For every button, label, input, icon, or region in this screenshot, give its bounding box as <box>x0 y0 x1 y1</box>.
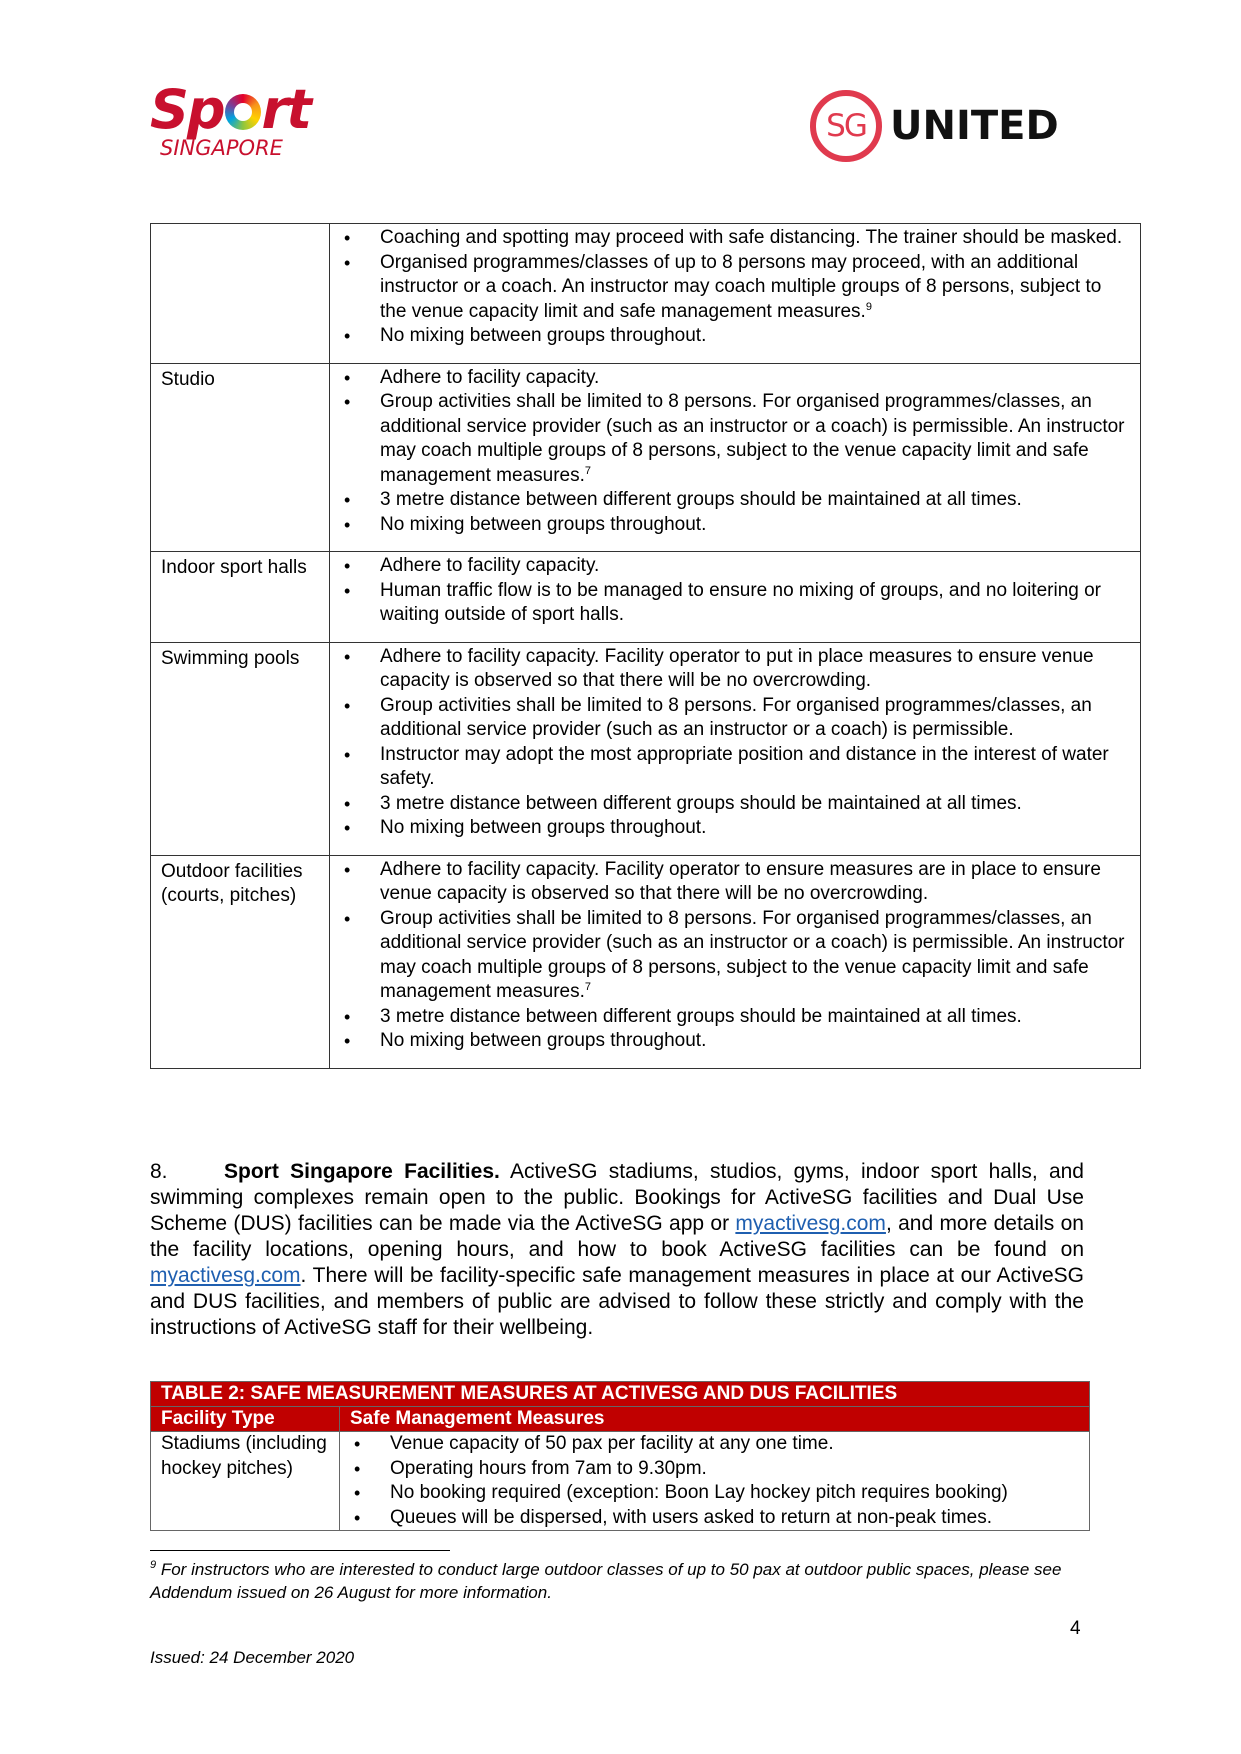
measures-cell <box>330 552 1141 643</box>
table-row <box>151 1432 1090 1531</box>
sport-word-part2: rt <box>261 78 310 141</box>
table-row <box>151 224 1141 364</box>
col-header-measures: Safe Management Measures <box>340 1407 1090 1432</box>
measures-list <box>340 1432 1079 1530</box>
measures-list <box>330 858 1130 1054</box>
measure-text: No mixing between groups throughout. <box>380 513 707 535</box>
table-row <box>151 642 1141 855</box>
measure-text: Coaching and spotting may proceed with safe distancing. The trainer should be masked. <box>380 227 1123 248</box>
measure-text: Adhere to facility capacity. <box>380 366 600 388</box>
list-item <box>330 858 1130 907</box>
measures-list <box>330 554 1130 628</box>
measures-cell <box>330 855 1141 1068</box>
sport-subtitle: SINGAPORE <box>160 136 283 160</box>
sg-badge-icon: SG <box>810 90 882 162</box>
measures-cell <box>330 642 1141 855</box>
facility-cell: Swimming pools <box>151 642 330 855</box>
measure-text: Adhere to facility capacity. Facility operator to ensure measures are in place to ensure venue capacity is observed so that there will be no overcrowding. <box>380 858 1101 904</box>
list-item <box>330 513 1130 538</box>
table2-title: TABLE 2: SAFE MEASUREMENT MEASURES AT ACTIVESG AND DUS FACILITIES <box>151 1382 1090 1407</box>
section-8-paragraph <box>150 1159 1084 1341</box>
list-item <box>330 816 1130 841</box>
facility-cell: Indoor sport halls <box>151 552 330 643</box>
list-item: • Queues will be dispersed, with users asked to return at non-peak times. <box>340 1506 1079 1531</box>
measure-text: No mixing between groups throughout. <box>380 1030 707 1051</box>
section-number: 8. <box>150 1160 168 1183</box>
list-item <box>330 907 1130 1005</box>
list-item <box>330 694 1130 743</box>
measure-text: Human traffic flow is to be managed to ensure no mixing of groups, and no loitering or waiting outside of sport halls. <box>380 579 1101 625</box>
list-item <box>330 366 1130 391</box>
sport-wordmark <box>150 80 340 140</box>
sport-ring-icon <box>225 94 261 130</box>
list-item <box>330 488 1130 513</box>
footnote-ref: 9 <box>865 300 872 313</box>
measure-text: No mixing between groups throughout. <box>380 817 707 838</box>
list-item <box>330 792 1130 817</box>
footnote-text: For instructors who are interested to conduct large outdoor classes of up to 50 pax at outdoor public spaces, please see Addendum issued on 26 August for more information. <box>150 1560 1062 1602</box>
list-item: • Venue capacity of 50 pax per facility at any one time. <box>340 1432 1079 1457</box>
list-item <box>330 1029 1130 1054</box>
issued-date: Issued: 24 December 2020 <box>150 1648 355 1667</box>
measure-text: 3 metre distance between different groups should be maintained at all times. <box>380 489 1022 510</box>
footnote-ref: 7 <box>584 464 592 477</box>
measure-text: Adhere to facility capacity. Facility operator to put in place measures to ensure venue capacity is observed so that there will be no overcrowding. <box>380 645 1094 691</box>
sg-united-logo <box>810 88 1090 164</box>
facility-measures-table <box>150 223 1141 1069</box>
paragraph-text: . There will be facility-specific safe management measures in place at our ActiveSG and DUS facilities, and members of public are advised to follow these strictly and comply with the instructions of ActiveSG staff for their wellbeing. <box>150 1264 1084 1339</box>
footnote-marker: 9 <box>150 1559 157 1571</box>
measures-list <box>330 366 1130 538</box>
sg-united-text: UNITED <box>890 103 1059 149</box>
list-item: • No booking required (exception: Boon Lay hockey pitch requires booking) <box>340 1481 1079 1506</box>
list-item <box>330 645 1130 694</box>
myactivesg-link[interactable]: myactivesg.com <box>735 1212 886 1235</box>
list-item <box>330 743 1130 792</box>
footnote-divider <box>150 1550 450 1551</box>
sport-singapore-logo <box>150 80 340 175</box>
activesg-measures-table <box>150 1381 1090 1531</box>
list-item <box>330 554 1130 579</box>
list-item <box>330 390 1130 488</box>
measure-text: 3 metre distance between different groups should be maintained at all times. <box>380 1005 1022 1027</box>
measure-text: Group activities shall be limited to 8 persons. For organised programmes/classes, an additional service provider (such as an instructor or a coach) is permissible. An instructor may coach multiple groups of 8 persons, subject to the venue capacity limit and safe management measures. <box>380 391 1125 486</box>
table-row <box>151 363 1141 552</box>
table-row <box>151 855 1141 1068</box>
measure-text: No mixing between groups throughout. <box>380 325 707 346</box>
paragraph-text: , and more details on the facility locations, opening hours, and how to book ActiveSG facilities can be found on <box>150 1212 1084 1261</box>
sport-word-part1: Sp <box>150 78 224 141</box>
measure-text: Adhere to facility capacity. <box>380 555 600 576</box>
measures-list <box>330 226 1130 349</box>
measures-cell <box>330 224 1141 364</box>
footnote-ref: 7 <box>584 981 592 993</box>
facility-cell: Studio <box>151 363 330 552</box>
myactivesg-link-2[interactable]: myactivesg.com <box>150 1264 301 1287</box>
paragraph-text: ActiveSG stadiums, studios, gyms, indoor sport halls, and swimming complexes remain open to the public. Bookings for ActiveSG facilities and Dual Use Scheme (DUS) facilities can be made via the ActiveSG app or <box>150 1160 1084 1235</box>
list-item <box>330 1005 1130 1030</box>
measures-list <box>330 645 1130 841</box>
page-number: 4 <box>1070 1618 1081 1639</box>
list-item <box>330 226 1130 251</box>
facility-cell: Outdoor facilities (courts, pitches) <box>151 855 330 1068</box>
section-heading: Sport Singapore Facilities. <box>224 1160 500 1183</box>
list-item <box>330 324 1130 349</box>
measure-text: 3 metre distance between different groups should be maintained at all times. <box>380 792 1022 814</box>
measures-cell <box>330 363 1141 552</box>
facility-cell <box>151 224 330 364</box>
measures-cell <box>340 1432 1090 1531</box>
measure-text: Group activities shall be limited to 8 persons. For organised programmes/classes, an additional service provider (such as an instructor or a coach) is permissible. <box>380 694 1092 740</box>
list-item <box>330 251 1130 325</box>
list-item <box>330 579 1130 628</box>
table-row <box>151 552 1141 643</box>
measure-text: Organised programmes/classes of up to 8 persons may proceed, with an additional instructor or a coach. An instructor may coach multiple groups of 8 persons, subject to the venue capacity limit and safe management measures. <box>380 251 1102 322</box>
measure-text: Group activities shall be limited to 8 persons. For organised programmes/classes, an additional service provider (such as an instructor or a coach) is permissible. An instructor may coach multiple groups of 8 persons, subject to the venue capacity limit and safe management measures. <box>380 907 1125 1002</box>
col-header-facility-type: Facility Type <box>151 1407 340 1432</box>
list-item: • Operating hours from 7am to 9.30pm. <box>340 1457 1079 1482</box>
measure-text: Instructor may adopt the most appropriate position and distance in the interest of water safety. <box>380 743 1109 789</box>
facility-cell: Stadiums (including hockey pitches) <box>151 1432 340 1531</box>
footnote-9 <box>150 1558 1090 1604</box>
